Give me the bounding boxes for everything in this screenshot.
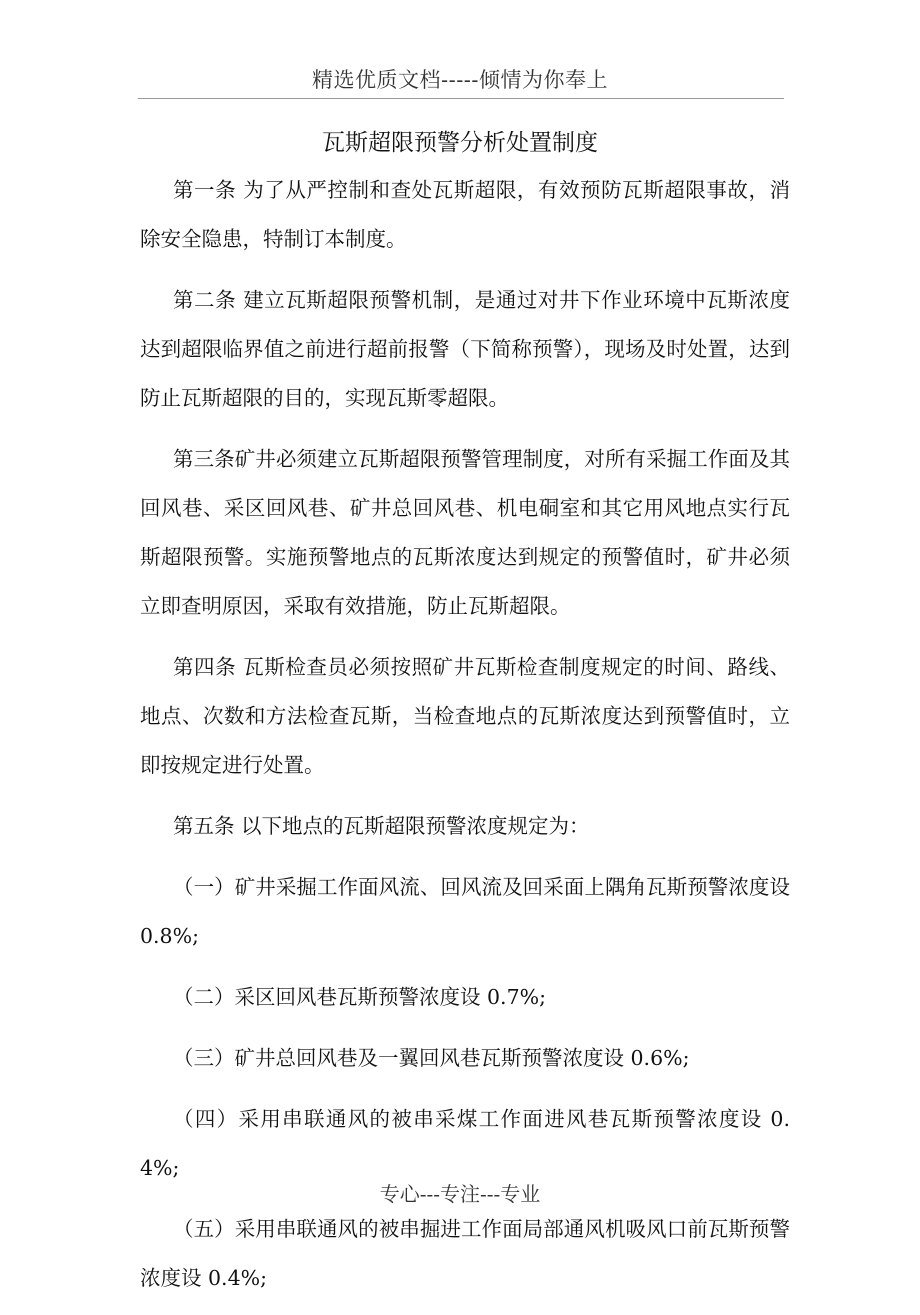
list-item-2: （二）采区回风巷瓦斯预警浓度设 0.7%; [173,985,547,1009]
list-item-1: （一）矿井采掘工作面风流、回风流及回采面上隅角瓦斯预警浓度设 0.8%; [140,875,790,948]
list-item-3: （三）矿井总回风巷及一翼回风巷瓦斯预警浓度设 0.6%; [173,1046,690,1070]
list-item-5: （五）采用串联通风的被串掘进工作面局部通风机吸风口前瓦斯预警浓度设 0.4%; [140,1217,790,1290]
document-title: 瓦斯超限预警分析处置制度 [322,130,598,156]
paragraph-article-2: 第二条 建立瓦斯超限预警机制，是通过对井下作业环境中瓦斯浓度达到超限临界值之前进行超前报警（下简称预警），现场及时处置，达到防止瓦斯超限的目的，实现瓦斯零超限。 [140,288,790,410]
paragraph-article-3: 第三条矿井必须建立瓦斯超限预警管理制度，对所有采掘工作面及其回风巷、采区回风巷、矿井总回风巷、机电硐室和其它用风地点实行瓦斯超限预警。实施预警地点的瓦斯浓度达到规定的预警值时，矿井必须立即查明原因，采取有效措施，防止瓦斯超限。 [140,447,790,618]
list-item-4: （四）采用串联通风的被串采煤工作面进风巷瓦斯预警浓度设 0.4%; [140,1107,790,1180]
page-header: 精选优质文档-----倾情为你奉上 [312,68,608,92]
header-divider [138,98,784,99]
paragraph-article-4: 第四条 瓦斯检查员必须按照矿井瓦斯检查制度规定的时间、路线、地点、次数和方法检查瓦斯，当检查地点的瓦斯浓度达到预警值时，立即按规定进行处置。 [140,655,790,777]
document-body [140,166,790,1315]
page-footer: 专心---专注---专业 [379,1182,541,1206]
paragraph-article-1: 第一条 为了从严控制和查处瓦斯超限，有效预防瓦斯超限事故，消除安全隐患，特制订本制度。 [140,178,790,251]
paragraph-article-5: 第五条 以下地点的瓦斯超限预警浓度规定为： [173,814,590,838]
